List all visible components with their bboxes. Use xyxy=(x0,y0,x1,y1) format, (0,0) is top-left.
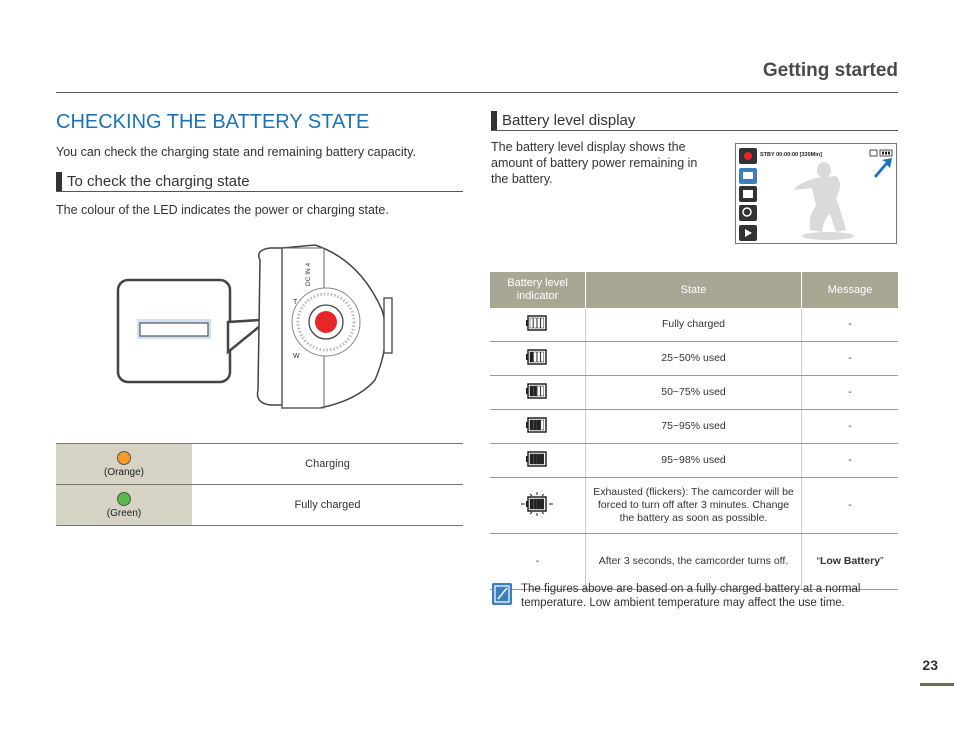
camcorder-illustration xyxy=(110,240,410,415)
battery-message: - xyxy=(802,376,899,410)
dc-in-label: DC IN 4 xyxy=(305,262,312,286)
battery-indicator-cell xyxy=(490,308,586,342)
zoom-t-mark: T xyxy=(293,299,298,306)
header-divider xyxy=(56,92,898,93)
page-number: 23 xyxy=(922,657,938,673)
battery-state: 50~75% used xyxy=(586,376,802,410)
led-color-label: (Green) xyxy=(106,507,142,519)
battery-message: - xyxy=(802,342,899,376)
battery-level-table xyxy=(490,272,898,590)
orange-led-icon xyxy=(117,451,131,465)
battery-indicator-cell xyxy=(490,444,586,478)
table-row xyxy=(490,308,898,342)
lcd-screen-graphic xyxy=(736,144,896,243)
battery-indicator-cell xyxy=(490,376,586,410)
lcd-screen-illustration xyxy=(735,143,897,244)
charging-heading-text: To check the charging state xyxy=(67,173,250,190)
charging-heading xyxy=(56,172,463,192)
led-state: Fully charged xyxy=(192,485,463,526)
table-header-row xyxy=(490,272,898,308)
battery-exhausted-icon xyxy=(518,492,558,516)
table-row xyxy=(490,376,898,410)
table-row xyxy=(490,342,898,376)
battery-indicator-cell xyxy=(490,342,586,376)
battery-level-icon xyxy=(518,379,558,403)
table-row xyxy=(490,410,898,444)
subject-silhouette xyxy=(794,162,854,240)
lcd-battery-bar xyxy=(888,152,890,155)
lcd-battery-bar xyxy=(885,152,887,155)
note-icon xyxy=(492,583,512,605)
battery-indicator-cell: - xyxy=(490,534,586,590)
battery-heading-text: Battery level display xyxy=(502,112,636,129)
table-row xyxy=(56,485,463,526)
battery-state: Exhausted (flickers): The camcorder will be forced to turn off after 3 minutes. Change the battery as soon as possible. xyxy=(586,478,802,534)
camera-lens-edge xyxy=(384,298,392,353)
table-row xyxy=(490,444,898,478)
battery-indicator-cell xyxy=(490,478,586,534)
battery-state: 75~95% used xyxy=(586,410,802,444)
battery-message: - xyxy=(802,444,899,478)
lcd-status-text: STBY 00:00:00 [330Min] xyxy=(760,152,822,158)
record-mode-dot xyxy=(744,152,752,160)
green-led-icon xyxy=(117,492,131,506)
zoom-w-mark: W xyxy=(293,353,300,360)
menu-icon-glyph xyxy=(743,172,753,179)
photo-icon-glyph xyxy=(743,190,753,198)
column-header-message: Message xyxy=(802,272,899,308)
battery-indicator-cell xyxy=(490,410,586,444)
battery-description: The battery level display shows the amount of battery power remaining in the battery. xyxy=(491,140,698,186)
battery-message: - xyxy=(802,478,899,534)
battery-state: Fully charged xyxy=(586,308,802,342)
charging-description: The colour of the LED indicates the power or charging state. xyxy=(56,203,389,217)
battery-message: - xyxy=(802,308,899,342)
pointer-arrow-icon xyxy=(874,158,892,178)
note-text: The figures above are based on a fully charged battery at a normal temperature. Low ambient temperature may affect the use time. xyxy=(521,583,861,609)
column-header-state: State xyxy=(586,272,802,308)
battery-state: 95~98% used xyxy=(586,444,802,478)
section-title: Getting started xyxy=(762,60,898,81)
battery-level-icon xyxy=(518,311,558,335)
column-header-indicator: Battery level indicator xyxy=(490,272,586,308)
intro-text: You can check the charging state and remaining battery capacity. xyxy=(56,145,416,159)
battery-level-icon xyxy=(518,447,558,471)
table-row xyxy=(490,478,898,534)
page-title: CHECKING THE BATTERY STATE xyxy=(56,111,370,133)
led-state: Charging xyxy=(192,444,463,485)
battery-heading xyxy=(491,111,898,131)
message-quote-close: ” xyxy=(880,555,884,567)
battery-message: - xyxy=(802,410,899,444)
led-state-table xyxy=(56,443,463,526)
callout-pointer xyxy=(228,320,260,352)
led-indicator xyxy=(140,323,208,336)
heading-marker xyxy=(491,111,497,130)
led-cell-orange xyxy=(56,444,192,485)
low-battery-message: Low Battery xyxy=(819,555,881,567)
led-cell-green xyxy=(56,485,192,526)
battery-level-icon xyxy=(518,413,558,437)
battery-state: After 3 seconds, the camcorder turns off. xyxy=(586,534,802,590)
camera-back-panel xyxy=(258,248,286,405)
record-button xyxy=(315,311,337,333)
card-icon xyxy=(870,150,877,156)
footer-rule xyxy=(920,683,954,686)
message-quote-open: “ xyxy=(816,555,820,567)
battery-state: 25~50% used xyxy=(586,342,802,376)
lcd-battery-bar xyxy=(882,152,884,155)
led-color-label: (Orange) xyxy=(103,466,144,478)
heading-marker xyxy=(56,172,62,191)
table-row xyxy=(56,444,463,485)
battery-level-icon xyxy=(518,345,558,369)
